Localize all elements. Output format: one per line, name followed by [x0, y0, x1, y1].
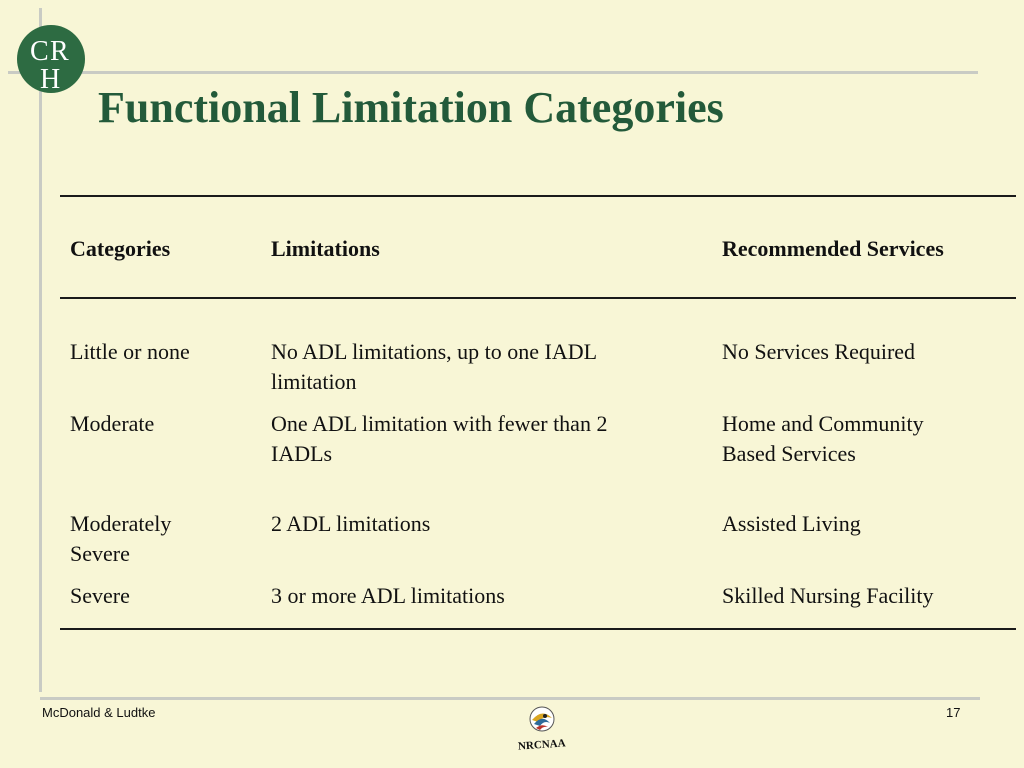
logo-letter-r: R [50, 36, 69, 67]
table-top-rule [60, 195, 1016, 197]
service-cell: Assisted Living [722, 511, 861, 536]
footer-authors: McDonald & Ludtke [42, 705, 156, 720]
header-decor-line [8, 71, 978, 74]
nrcnaa-logo-text: NRCNAA [517, 737, 566, 753]
service-cell: Skilled Nursing Facility [722, 583, 934, 608]
header-recommended-services: Recommended Services [722, 236, 944, 261]
category-cell: Moderate [70, 411, 155, 436]
table-bottom-rule [60, 628, 1016, 630]
category-cell: Moderately Severe [70, 511, 172, 566]
nrcnaa-logo [514, 704, 570, 760]
slide-title: Functional Limitation Categories [98, 83, 724, 132]
page-number: 17 [946, 705, 961, 720]
limitation-cell: No ADL limitations, up to one IADL limitation [271, 339, 598, 394]
header-categories: Categories [70, 236, 171, 261]
vertical-decor-line [39, 8, 42, 692]
crh-logo [16, 24, 86, 94]
logo-letter-h: H [40, 64, 61, 94]
limitation-cell: 3 or more ADL limitations [271, 583, 505, 608]
service-cell: Home and Community Based Services [722, 411, 924, 466]
limitation-cell: One ADL limitation with fewer than 2 IADLs [271, 411, 608, 466]
category-cell: Little or none [70, 339, 190, 364]
table-header-rule [60, 297, 1016, 299]
footer-decor-line [40, 697, 980, 700]
service-cell: No Services Required [722, 339, 916, 364]
header-limitations: Limitations [271, 236, 380, 261]
logo-letter-c: C [30, 36, 49, 67]
limitation-cell: 2 ADL limitations [271, 511, 431, 536]
category-cell: Severe [70, 583, 130, 608]
